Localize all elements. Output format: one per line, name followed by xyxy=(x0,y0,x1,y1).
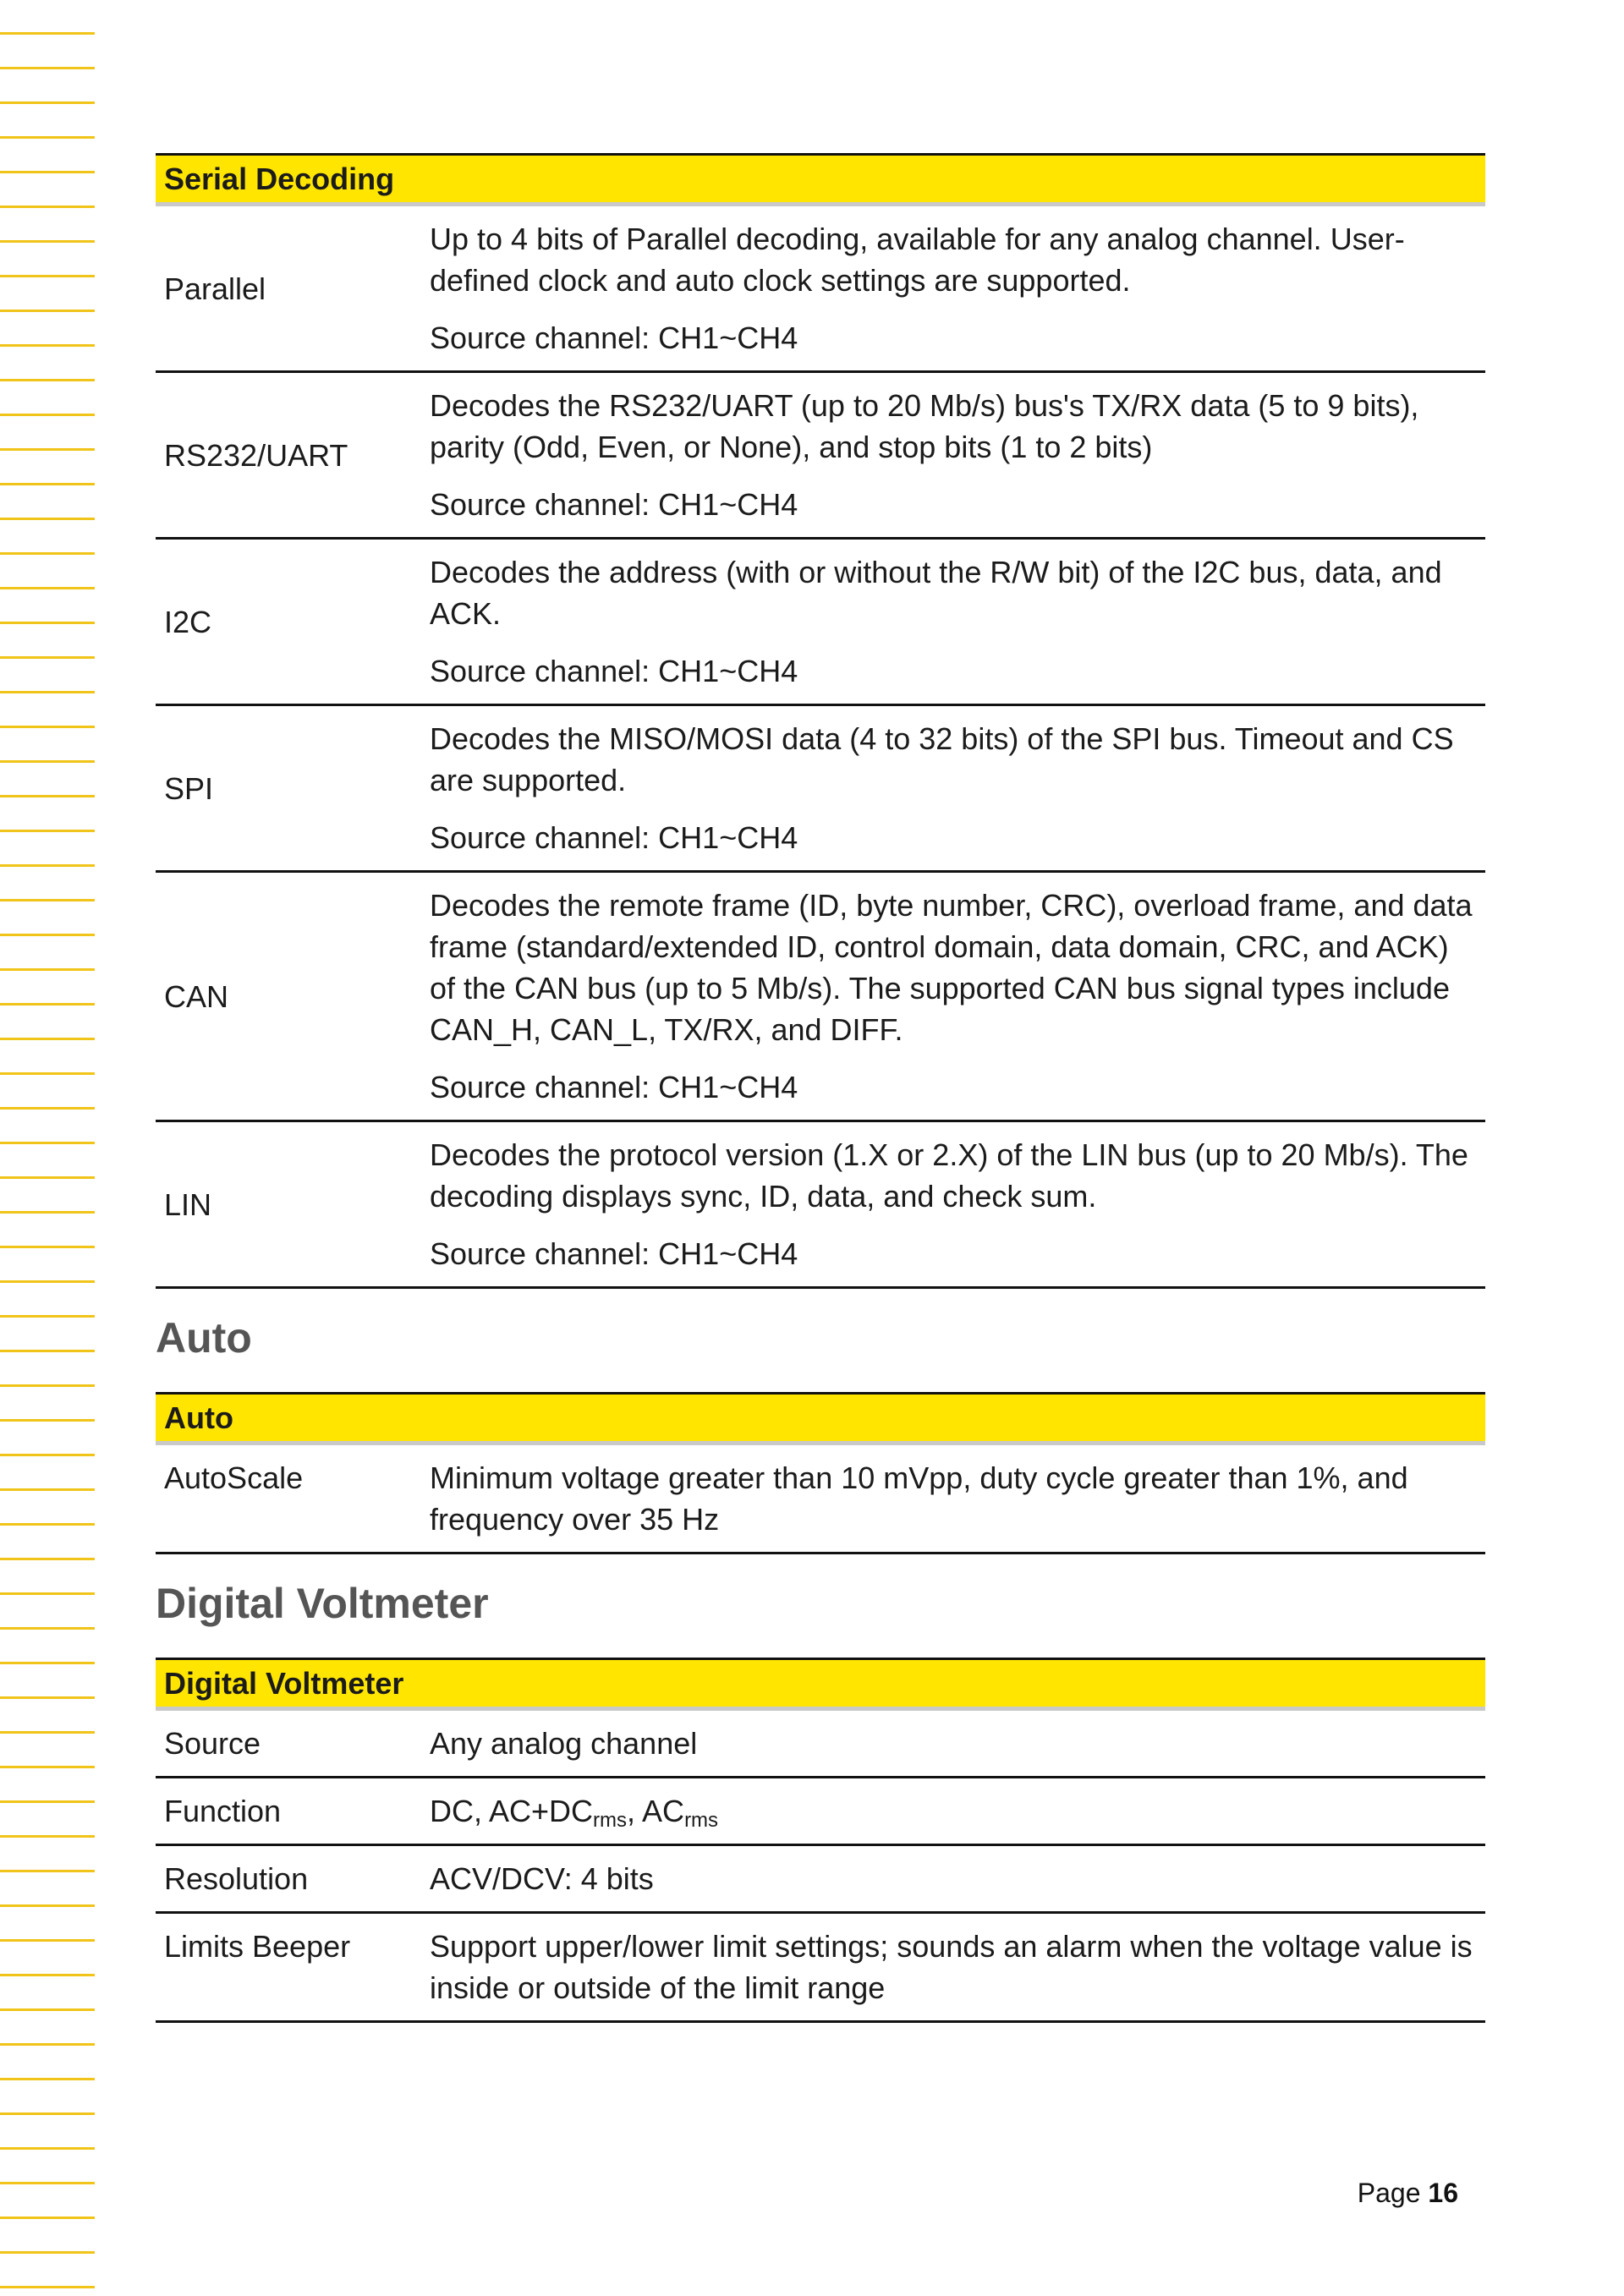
table-header: Digital Voltmeter xyxy=(156,1659,1485,1709)
table-row xyxy=(156,705,1485,872)
row-label: RS232/UART xyxy=(156,372,421,539)
source-channel-text: Source channel: CH1~CH4 xyxy=(430,820,798,855)
row-description xyxy=(421,205,1485,372)
page-number-value: 16 xyxy=(1428,2178,1458,2208)
row-description xyxy=(421,705,1485,872)
row-description: Support upper/lower limit settings; sounds an alarm when the voltage value is inside or outside of the limit range xyxy=(421,1913,1485,2022)
row-description xyxy=(421,539,1485,705)
table-row xyxy=(156,1913,1485,2022)
table-row xyxy=(156,205,1485,372)
section-heading-auto: Auto xyxy=(156,1314,252,1362)
table-row xyxy=(156,1845,1485,1913)
page-number xyxy=(1358,2178,1458,2209)
table-header: Auto xyxy=(156,1394,1485,1444)
auto-table xyxy=(156,1392,1485,1554)
description-text: Decodes the remote frame (ID, byte number, CRC), overload frame, and data frame (standard/extended ID, control domain, data domain, CRC, and ACK) of the CAN bus (up to 5 Mb/s). The supported CAN bus signal types include CAN_H, CAN_L, TX/RX, and DIFF. xyxy=(430,888,1473,1047)
table-row xyxy=(156,1121,1485,1288)
row-label: CAN xyxy=(156,872,421,1121)
description-text: Up to 4 bits of Parallel decoding, available for any analog channel. User-defined clock and auto clock settings are supported. xyxy=(430,222,1405,298)
row-description xyxy=(421,872,1485,1121)
row-label: SPI xyxy=(156,705,421,872)
description-text: Minimum voltage greater than 10 mVpp, duty cycle greater than 1%, and frequency over 35 Hz xyxy=(430,1460,1408,1537)
row-label: I2C xyxy=(156,539,421,705)
source-channel-text: Source channel: CH1~CH4 xyxy=(430,321,798,355)
description-text: Decodes the address (with or without the R/W bit) of the I2C bus, data, and ACK. xyxy=(430,555,1442,631)
page-label: Page xyxy=(1357,2178,1421,2208)
row-label: Resolution xyxy=(156,1845,421,1913)
row-description: ACV/DCV: 4 bits xyxy=(421,1845,1485,1913)
table-row xyxy=(156,1444,1485,1553)
function-text: , AC xyxy=(627,1794,685,1828)
section-heading-digital-voltmeter: Digital Voltmeter xyxy=(156,1580,489,1627)
margin-decoration xyxy=(0,0,95,2296)
row-label: Limits Beeper xyxy=(156,1913,421,2022)
source-channel-text: Source channel: CH1~CH4 xyxy=(430,1236,798,1271)
description-text: Decodes the MISO/MOSI data (4 to 32 bits) of the SPI bus. Timeout and CS are supported. xyxy=(430,721,1454,797)
description-text: Decodes the RS232/UART (up to 20 Mb/s) bus's TX/RX data (5 to 9 bits), parity (Odd, Even, or None), and stop bits (1 to 2 bits) xyxy=(430,388,1419,464)
subscript-rms: rms xyxy=(684,1809,719,1832)
table-row xyxy=(156,539,1485,705)
row-description xyxy=(421,372,1485,539)
source-channel-text: Source channel: CH1~CH4 xyxy=(430,654,798,688)
source-channel-text: Source channel: CH1~CH4 xyxy=(430,487,798,522)
source-channel-text: Source channel: CH1~CH4 xyxy=(430,1070,798,1104)
description-text: Decodes the protocol version (1.X or 2.X) of the LIN bus (up to 20 Mb/s). The decoding displays sync, ID, data, and check sum. xyxy=(430,1137,1468,1214)
subscript-rms: rms xyxy=(593,1809,628,1832)
table-row xyxy=(156,1709,1485,1778)
row-label: AutoScale xyxy=(156,1444,421,1553)
row-description xyxy=(421,1778,1485,1845)
table-row xyxy=(156,372,1485,539)
row-description xyxy=(421,1444,1485,1553)
row-description: Any analog channel xyxy=(421,1709,1485,1778)
row-label: Parallel xyxy=(156,205,421,372)
table-row xyxy=(156,1778,1485,1845)
row-label: Function xyxy=(156,1778,421,1845)
row-description xyxy=(421,1121,1485,1288)
table-row xyxy=(156,872,1485,1121)
function-text: DC, AC+DC xyxy=(430,1794,594,1828)
digital-voltmeter-table xyxy=(156,1658,1485,2023)
row-label: Source xyxy=(156,1709,421,1778)
page-content xyxy=(156,153,1485,2023)
row-label: LIN xyxy=(156,1121,421,1288)
serial-decoding-table xyxy=(156,153,1485,1289)
table-header: Serial Decoding xyxy=(156,155,1485,205)
